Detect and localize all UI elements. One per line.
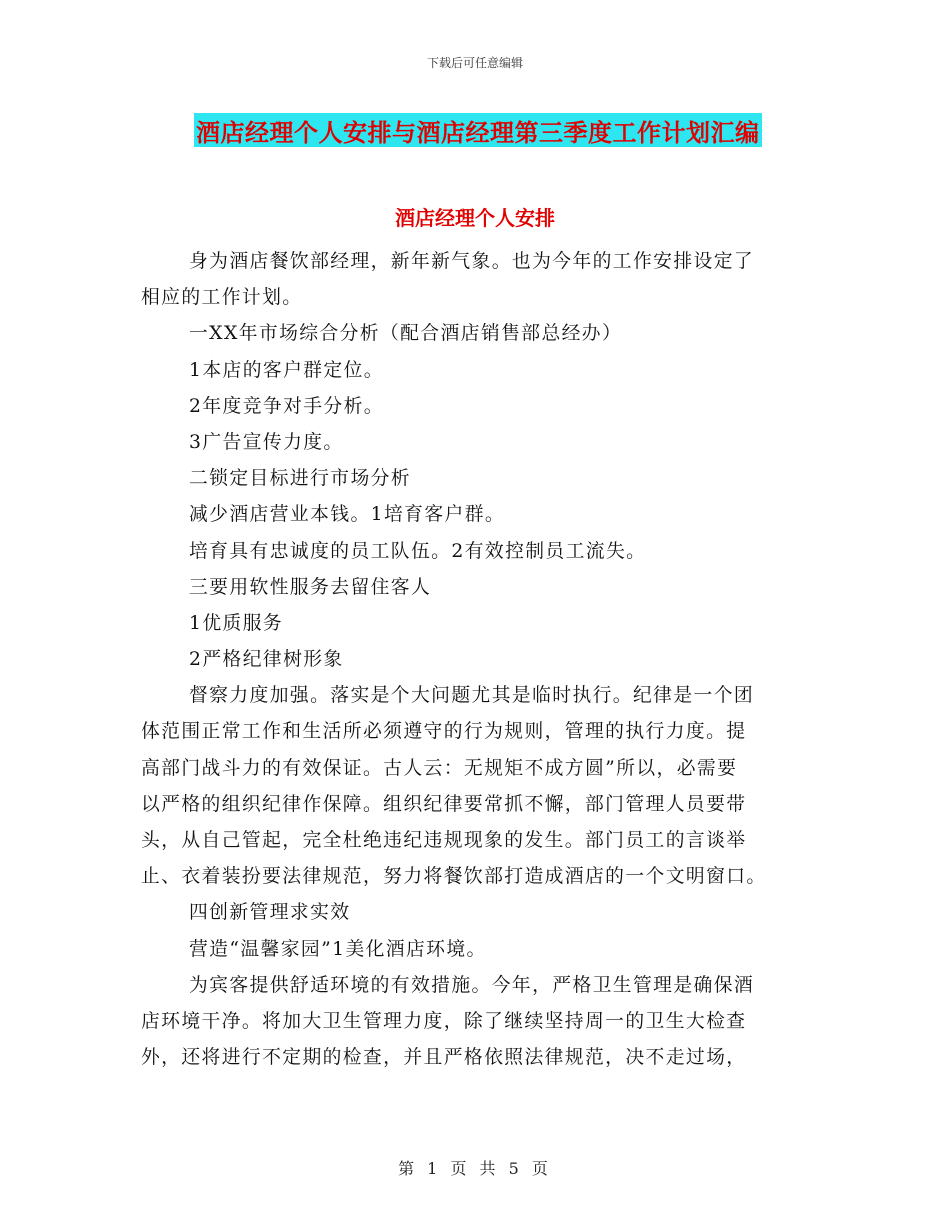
section-title: 酒店经理个人安排 (395, 206, 555, 230)
text-line: 三要用软性服务去留住客人 (189, 576, 432, 598)
page-footer: 第 1 页 共 5 页 (398, 1159, 552, 1178)
text-line: 培育具有忠诚度的员工队伍。2有效控制员工流失。 (189, 540, 647, 562)
main-title-highlight (194, 113, 762, 147)
text-line: 店环境干净。将加大卫生管理力度，除了继续坚持周一的卫生大检查 (141, 1010, 747, 1032)
text-line: 止、衣着装扮要法律规范，努力将餐饮部打造成酒店的一个文明窗口。 (141, 866, 767, 888)
text-line: 高部门战斗力的有效保证。古人云：无规矩不成方圆”所以，必需要 (141, 757, 738, 779)
text-line: 身为酒店餐饮部经理，新年新气象。也为今年的工作安排设定了 (189, 251, 755, 272)
document-title: 酒店经理个人安排与酒店经理第三季度工作计划汇编 (196, 118, 760, 147)
text-line: 一XX年市场综合分析（配合酒店销售部总经办） (189, 323, 623, 345)
text-line: 头，从自己管起，完全杜绝违纪违规现象的发生。部门员工的言谈举 (141, 830, 747, 851)
document-body (141, 244, 803, 1076)
text-line: 3广告宣传力度。 (189, 431, 344, 453)
text-line: 外，还将进行不定期的检查，并且严格依照法律规范，决不走过场， (141, 1047, 747, 1069)
text-line: 营造“温馨家园”1美化酒店环境。 (189, 938, 487, 960)
text-line: 减少酒店营业本钱。1培育客户群。 (189, 504, 506, 526)
text-line: 四创新管理求实效 (189, 902, 351, 924)
text-line: 2严格纪律树形象 (189, 649, 344, 671)
text-line: 为宾客提供舒适环境的有效措施。今年，严格卫生管理是确保酒 (189, 974, 755, 996)
text-line: 2年度竞争对手分析。 (189, 395, 384, 417)
text-line: 1优质服务 (189, 612, 284, 634)
text-line: 1本店的客户群定位。 (189, 359, 384, 381)
page-header-note: 下载后可任意编辑 (426, 56, 523, 70)
text-line: 体范围正常工作和生活所必须遵守的行为规则，管理的执行力度。提 (141, 721, 747, 743)
text-line: 相应的工作计划。 (141, 287, 303, 309)
text-line: 以严格的组织纪律作保障。组织纪律要常抓不懈，部门管理人员要带 (141, 793, 747, 815)
text-line: 二锁定目标进行市场分析 (189, 468, 411, 490)
text-line: 督察力度加强。落实是个大问题尤其是临时执行。纪律是一个团 (189, 685, 755, 707)
